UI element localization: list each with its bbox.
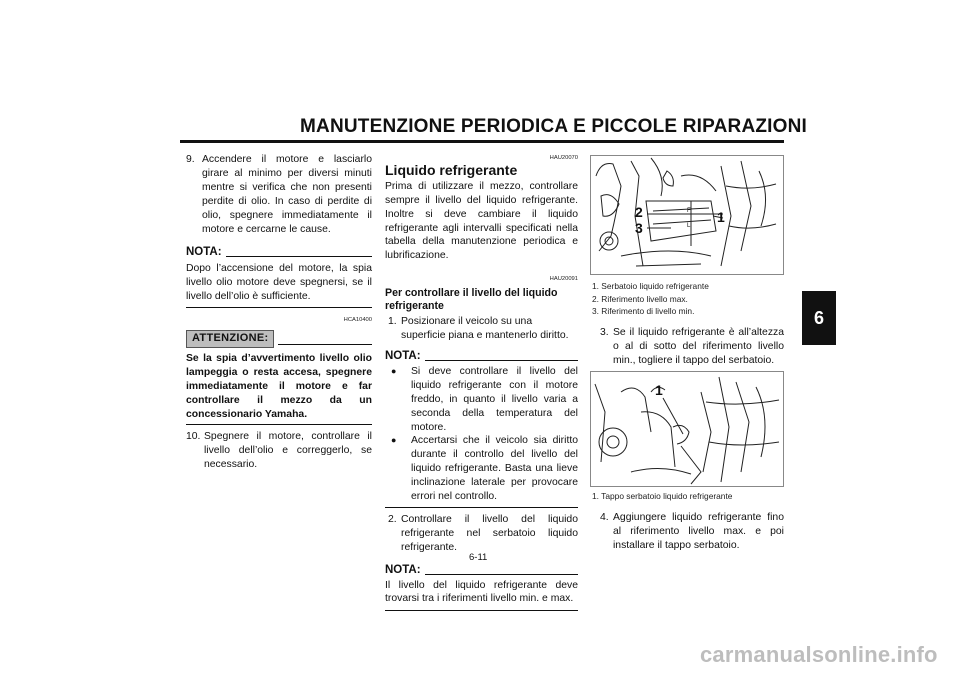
step-number: 1. (388, 316, 397, 328)
step-number: 9. (186, 154, 195, 165)
step-1 (385, 315, 578, 343)
caution-text: Se la spia d’avvertimento livello olio lampeggia o resta accesa, spegnere immediatamente il motore e far controllare il mezzo da un concessionario Yamaha. (186, 352, 372, 420)
column-1 (186, 153, 372, 472)
step-9 (186, 153, 372, 236)
column-2 (385, 152, 578, 611)
note-label: NOTA: (186, 246, 222, 259)
bullet-dot: ● (391, 435, 397, 446)
caption-line: 3. Riferimento di livello min. (592, 306, 695, 316)
note-line (425, 360, 578, 361)
caution-label: ATTENZIONE: (186, 330, 274, 348)
step-10 (186, 430, 372, 472)
figure-label-1: 1 (717, 209, 725, 225)
bullet-text: Accertarsi che il veicolo sia diritto durante il controllo del livello del liquido refrigerante. Basta una lieve inclinazione laterale per provocare errori nel controllo. (411, 435, 578, 503)
header-rule (180, 140, 784, 143)
note-text: Dopo l’accensione del motore, la spia livello olio motore deve spegnersi, se il livello dell’olio è sufficiente. (186, 263, 372, 303)
note-end-rule (385, 610, 578, 611)
note-label: NOTA: (385, 349, 421, 362)
step-number: 10. (186, 431, 201, 443)
note-heading (385, 564, 578, 578)
caution-code: HCA10400 (343, 317, 372, 324)
subsection-title: Per controllare il livello del liquido refrigerante (385, 287, 558, 313)
figure-label-3: 3 (635, 220, 643, 236)
note-text: Il livello del liquido refrigerante deve trovarsi tra i riferimenti livello min. e max. (385, 579, 578, 605)
step-number: 3. (600, 327, 609, 338)
step-number: 4. (600, 512, 609, 523)
note-heading (385, 350, 578, 364)
coolant-reservoir-illustration (590, 155, 784, 275)
note-end-rule (385, 507, 578, 508)
note-end-rule (186, 307, 372, 308)
figure-2-caption: 1. Tappo serbatoio liquido refrigerante (592, 491, 733, 501)
step-number: 2. (388, 513, 397, 525)
step-text: Posizionare il veicolo su una superficie piana e mantenerlo diritto. (401, 316, 569, 342)
engine-drawing (591, 156, 783, 274)
caution-line (278, 344, 372, 345)
section-intro: Prima di utilizzare il mezzo, controllare sempre il livello del liquido refrigerante. Inoltre si deve cambiare il liquido refrigerante agli intervalli specificati nella tabella della manutenzione periodica e lubrificazione. (385, 180, 578, 262)
section-code: HAU20070 (549, 155, 578, 161)
step-4 (600, 511, 784, 553)
bullet-dot: ● (391, 365, 397, 376)
subsection-code: HAU20091 (549, 276, 578, 283)
caption-line: 2. Riferimento livello max. (592, 293, 688, 304)
figure-label-1: 1 (655, 382, 663, 398)
step-text: Accendere il motore e lasciarlo girare al minimo per diversi minuti mentre si verifica che non presenti perdite di olio. In caso di perdite di olio, spegnere immediatamente il motore e cercarne le cause. (202, 154, 372, 235)
min-mark: L (687, 223, 691, 229)
caution-heading (186, 330, 372, 348)
reservoir-cap-illustration (590, 371, 784, 487)
caption-line: 1. Serbatoio liquido refrigerante (592, 281, 709, 291)
engine-drawing (591, 372, 783, 486)
step-text: Aggiungere liquido refrigerante fino al riferimento livello max. e poi installare il tappo serbatoio. (613, 512, 784, 551)
step-text: Controllare il livello del liquido refrigerante nel serbatoio liquido refrigerante. (401, 513, 578, 553)
page-number: 6-11 (469, 552, 488, 563)
watermark: carmanualsonline.info (700, 642, 938, 667)
figure-1-captions (592, 280, 782, 318)
chapter-tab: 6 (802, 291, 836, 345)
max-mark: F (687, 208, 691, 214)
note-label: NOTA: (385, 563, 421, 576)
note-heading (186, 246, 372, 260)
figure-label-2: 2 (635, 204, 643, 220)
note-line (226, 256, 372, 257)
section-title: Liquido refrigerante (385, 161, 518, 178)
step-2 (385, 513, 578, 555)
bullet-text: Si deve controllare il livello del liquido refrigerante con il motore freddo, in quanto il livello varia a seconda della temperatura del motore. (411, 365, 578, 433)
bullet-item (385, 434, 578, 504)
page-header-title: MANUTENZIONE PERIODICA E PICCOLE RIPARAZIONI (300, 116, 808, 137)
step-text: Se il liquido refrigerante è all’altezza o al di sotto del riferimento livello min., togliere il tappo del serbatoio. (613, 327, 784, 366)
note-line (425, 574, 578, 575)
step-text: Spegnere il motore, controllare il livello dell’olio e correggerlo, se necessario. (204, 431, 372, 471)
step-3 (600, 326, 784, 368)
caution-end-rule (186, 424, 372, 425)
bullet-item (385, 365, 578, 435)
